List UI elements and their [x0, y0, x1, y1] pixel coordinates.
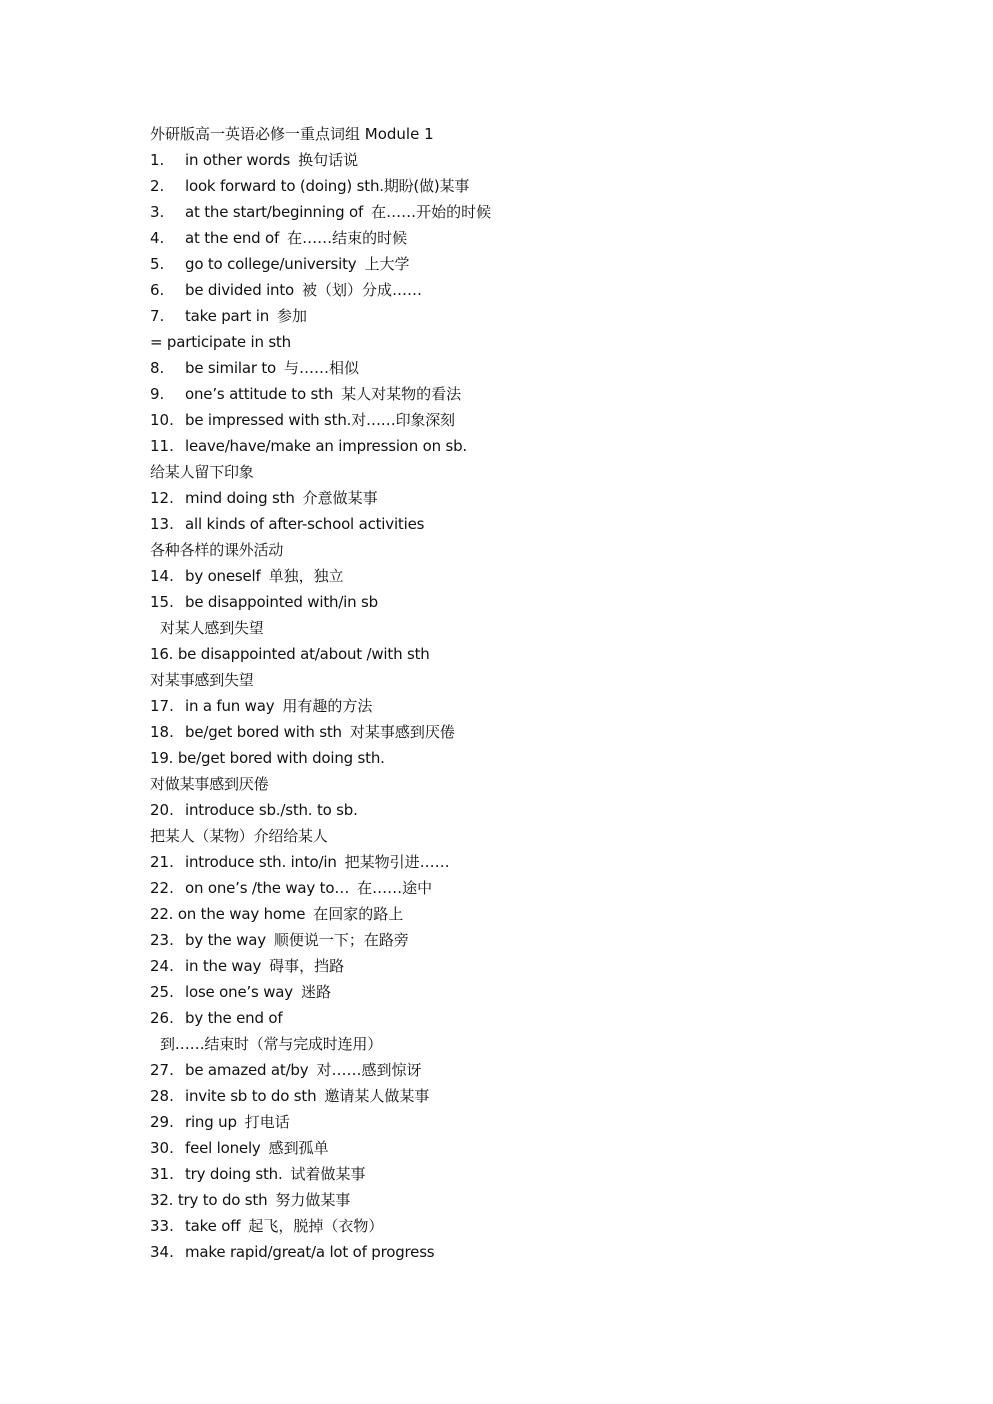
phrase-number: 4. [150, 229, 165, 247]
phrase-meaning: 换句话说 [298, 151, 359, 169]
phrase-line [150, 719, 850, 745]
phrase-meaning: 感到孤单 [268, 1139, 329, 1157]
phrase-number: 31. [150, 1165, 174, 1183]
phrase-text: be disappointed with/in sb [185, 593, 378, 611]
phrase-text: introduce sth. into/in [185, 853, 337, 871]
phrase-meaning: 试着做某事 [290, 1165, 366, 1183]
phrase-line [150, 823, 850, 849]
phrase-number: 22. [150, 879, 174, 897]
phrase-line [150, 1031, 850, 1057]
document-body [150, 121, 850, 1265]
phrase-line [150, 511, 850, 537]
phrase-text: be amazed at/by [185, 1061, 309, 1079]
phrase-meaning: 在回家的路上 [313, 905, 404, 923]
phrase-line [150, 901, 850, 927]
phrase-meaning: 对某事感到厌倦 [349, 723, 455, 741]
phrase-meaning: 打电话 [244, 1113, 290, 1131]
phrase-line [150, 277, 850, 303]
phrase-number: 2. [150, 177, 165, 195]
phrase-number: 18. [150, 723, 174, 741]
phrase-number: 3. [150, 203, 165, 221]
phrase-line [150, 147, 850, 173]
phrase-number: 8. [150, 359, 165, 377]
phrase-line [150, 459, 850, 485]
phrase-meaning: 某人对某物的看法 [341, 385, 462, 403]
phrase-line [150, 1057, 850, 1083]
phrase-number: 28. [150, 1087, 174, 1105]
phrase-line [150, 407, 850, 433]
phrase-meaning: 与……相似 [284, 359, 360, 377]
phrase-number: 13. [150, 515, 174, 533]
phrase-meaning: 邀请某人做某事 [324, 1087, 430, 1105]
phrase-number: 21. [150, 853, 174, 871]
phrase-meaning: 参加 [277, 307, 308, 325]
phrase-line [150, 771, 850, 797]
phrase-number: 17. [150, 697, 174, 715]
phrase-text: 对某事感到失望 [150, 671, 254, 689]
phrase-line [150, 1213, 850, 1239]
phrase-number: 24. [150, 957, 174, 975]
phrase-text: in other words [185, 151, 291, 169]
phrase-line [150, 433, 850, 459]
phrase-text: 把某人（某物）介绍给某人 [150, 827, 328, 845]
phrase-text: at the end of [185, 229, 280, 247]
phrase-text: by oneself [185, 567, 261, 585]
phrase-text: ring up [185, 1113, 237, 1131]
phrase-meaning: 在……结束的时候 [287, 229, 408, 247]
phrase-line [150, 329, 850, 355]
phrase-number: 1. [150, 151, 165, 169]
phrase-number: 12. [150, 489, 174, 507]
phrase-text: try doing sth. [185, 1165, 283, 1183]
phrase-line [150, 199, 850, 225]
phrase-line [150, 485, 850, 511]
phrase-meaning: 努力做某事 [275, 1191, 351, 1209]
phrase-meaning: 用有趣的方法 [282, 697, 373, 715]
phrase-text: 对某人感到失望 [160, 619, 264, 637]
phrase-text: take off [185, 1217, 241, 1235]
phrase-text: by the end of [185, 1009, 283, 1027]
phrase-meaning: 顺便说一下；在路旁 [273, 931, 409, 949]
phrase-line [150, 381, 850, 407]
phrase-text: be divided into [185, 281, 295, 299]
phrase-text: be impressed with sth.对……印象深刻 [185, 411, 455, 429]
phrase-line [150, 1135, 850, 1161]
phrase-meaning: 上大学 [364, 255, 410, 273]
phrase-text: 到……结束时（常与完成时连用） [160, 1035, 383, 1053]
phrase-line [150, 1161, 850, 1187]
phrase-line [150, 1083, 850, 1109]
phrase-number: 6. [150, 281, 165, 299]
phrase-number: 9. [150, 385, 165, 403]
phrase-number: 26. [150, 1009, 174, 1027]
phrase-text: feel lonely [185, 1139, 261, 1157]
phrase-text: in a fun way [185, 697, 275, 715]
phrase-line [150, 693, 850, 719]
phrase-text: mind doing sth [185, 489, 295, 507]
phrase-text: make rapid/great/a lot of progress [185, 1243, 435, 1261]
phrase-number: 7. [150, 307, 165, 325]
phrase-line [150, 173, 850, 199]
phrase-number: 11. [150, 437, 174, 455]
phrase-meaning: 起飞，脱掉（衣物） [248, 1217, 384, 1235]
phrase-line [150, 875, 850, 901]
phrase-line [150, 849, 850, 875]
phrase-text: introduce sb./sth. to sb. [185, 801, 358, 819]
phrase-line [150, 745, 850, 771]
phrase-list [150, 147, 850, 1265]
phrase-line [150, 953, 850, 979]
phrase-line [150, 225, 850, 251]
phrase-meaning: 迷路 [300, 983, 331, 1001]
phrase-number: 23. [150, 931, 174, 949]
phrase-meaning: 碍事，挡路 [269, 957, 345, 975]
phrase-meaning: 在……途中 [357, 879, 433, 897]
phrase-text: one’s attitude to sth [185, 385, 334, 403]
phrase-text: by the way [185, 931, 266, 949]
phrase-number: 27. [150, 1061, 174, 1079]
phrase-text: 22. on the way home [150, 905, 306, 923]
phrase-text: in the way [185, 957, 262, 975]
phrase-number: 14. [150, 567, 174, 585]
phrase-line [150, 303, 850, 329]
phrase-text: 各种各样的课外活动 [150, 541, 284, 559]
phrase-line [150, 589, 850, 615]
phrase-line [150, 1187, 850, 1213]
phrase-meaning: 对……感到惊讶 [316, 1061, 422, 1079]
phrase-line [150, 615, 850, 641]
phrase-line [150, 1005, 850, 1031]
phrase-text: 16. be disappointed at/about /with sth [150, 645, 430, 663]
phrase-text: lose one’s way [185, 983, 293, 1001]
phrase-number: 15. [150, 593, 174, 611]
phrase-text: look forward to (doing) sth.期盼(做)某事 [185, 177, 470, 195]
phrase-meaning: 介意做某事 [302, 489, 378, 507]
phrase-text: at the start/beginning of [185, 203, 364, 221]
phrase-number: 30. [150, 1139, 174, 1157]
phrase-text: 32. try to do sth [150, 1191, 268, 1209]
phrase-meaning: 单独，独立 [268, 567, 344, 585]
phrase-text: 19. be/get bored with doing sth. [150, 749, 385, 767]
phrase-number: 5. [150, 255, 165, 273]
phrase-line [150, 797, 850, 823]
phrase-text: leave/have/make an impression on sb. [185, 437, 467, 455]
phrase-line [150, 537, 850, 563]
phrase-line [150, 1239, 850, 1265]
phrase-line [150, 1109, 850, 1135]
phrase-meaning: 把某物引进…… [344, 853, 450, 871]
phrase-text: = participate in sth [150, 333, 291, 351]
phrase-line [150, 641, 850, 667]
phrase-text: be similar to [185, 359, 277, 377]
phrase-line [150, 667, 850, 693]
phrase-line [150, 927, 850, 953]
phrase-meaning: 在……开始的时候 [371, 203, 492, 221]
phrase-line [150, 355, 850, 381]
phrase-meaning: 被（划）分成…… [302, 281, 423, 299]
phrase-text: go to college/university [185, 255, 357, 273]
document-title: 外研版高一英语必修一重点词组 Module 1 [150, 125, 434, 143]
phrase-text: 对做某事感到厌倦 [150, 775, 269, 793]
phrase-line [150, 979, 850, 1005]
phrase-line [150, 563, 850, 589]
phrase-number: 34. [150, 1243, 174, 1261]
phrase-number: 20. [150, 801, 174, 819]
phrase-number: 10. [150, 411, 174, 429]
phrase-number: 33. [150, 1217, 174, 1235]
phrase-text: all kinds of after-school activities [185, 515, 425, 533]
phrase-line [150, 251, 850, 277]
phrase-text: 给某人留下印象 [150, 463, 254, 481]
phrase-text: be/get bored with sth [185, 723, 342, 741]
phrase-number: 25. [150, 983, 174, 1001]
phrase-number: 29. [150, 1113, 174, 1131]
phrase-text: on one’s /the way to… [185, 879, 350, 897]
phrase-text: take part in [185, 307, 270, 325]
phrase-text: invite sb to do sth [185, 1087, 317, 1105]
